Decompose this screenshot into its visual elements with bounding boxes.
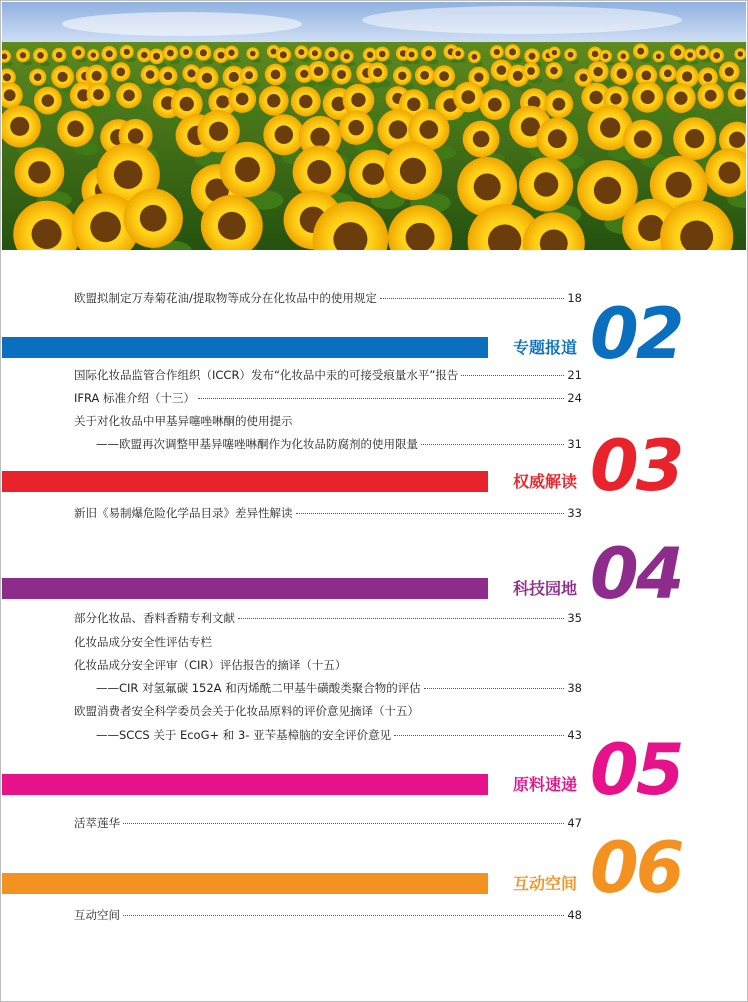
section-number-02: 02 [590,293,682,375]
toc-entry-title: 部分化妆品、香料香精专利文献 [74,611,235,625]
section-number-04: 04 [590,533,682,615]
toc-entry[interactable] [96,436,582,452]
section-band-02 [2,337,488,358]
sunflower-field-photo [2,2,746,250]
section-band-05 [2,774,488,795]
toc-entry-page: 35 [567,611,582,625]
toc-entry-heading[interactable]: 关于对化妆品中甲基异噻唑啉酮的使用提示 [74,414,293,428]
toc-entry[interactable] [96,727,582,743]
toc-entry-page: 48 [567,908,582,922]
dot-leader [123,823,564,824]
dot-leader [198,398,564,399]
toc-entry-page: 24 [567,391,582,405]
toc-entry-title: 国际化妆品监管合作组织（ICCR）发布“化妆品中汞的可接受痕量水平”报告 [74,368,459,382]
toc-entry-title: 新旧《易制爆危险化学品目录》差异性解读 [74,506,293,520]
toc-entry-title: ——欧盟再次调整甲基异噻唑啉酮作为化妆品防腐剂的使用限量 [96,437,418,451]
toc-entry[interactable] [74,815,582,831]
dot-leader [421,444,564,445]
toc-entry[interactable] [74,907,582,923]
toc-entry[interactable] [96,680,582,696]
section-title-06: 互动空间 [513,874,578,893]
toc-entry-heading[interactable]: 化妆品成分安全评审（CIR）评估报告的摘译（十五） [74,658,347,672]
toc-entry[interactable] [74,290,582,306]
toc-entry[interactable] [74,505,582,521]
toc-entry-heading[interactable]: 化妆品成分安全性评估专栏 [74,635,212,649]
dot-leader [296,513,565,514]
toc-entry-page: 38 [567,681,582,695]
toc-entry-page: 33 [567,506,582,520]
section-number-06: 06 [590,827,682,909]
section-band-04 [2,578,488,599]
section-title-04: 科技园地 [513,579,578,598]
section-number-05: 05 [590,729,682,811]
toc-entry[interactable] [74,610,582,626]
toc-entry-title: ——SCCS 关于 EcoG+ 和 3- 亚苄基樟脑的安全评价意见 [96,728,392,742]
toc-entry-page: 31 [567,437,582,451]
toc-entry-page: 43 [567,728,582,742]
toc-entry-heading[interactable]: 欧盟消费者安全科学委员会关于化妆品原料的评价意见摘译（十五） [74,704,419,718]
dot-leader [380,298,564,299]
dot-leader [238,618,564,619]
toc-entry-page: 21 [567,368,582,382]
section-band-03 [2,471,488,492]
toc-entry-title: ——CIR 对氢氟碳 152A 和丙烯酰二甲基牛磺酸类聚合物的评估 [96,681,421,695]
section-number-03: 03 [590,425,682,507]
section-title-03: 权威解读 [513,472,578,491]
toc-entry-page: 47 [567,816,582,830]
toc-entry[interactable] [74,367,582,383]
toc-entry[interactable] [74,390,582,406]
dot-leader [424,688,565,689]
section-title-02: 专题报道 [513,338,578,357]
dot-leader [461,375,564,376]
section-title-05: 原料速递 [513,775,578,794]
toc-entry-title: IFRA 标准介绍（十三） [74,391,196,405]
toc-entry-title: 活萃莲华 [74,816,120,830]
section-band-06 [2,873,488,894]
toc-entry-title: 互动空间 [74,908,120,922]
dot-leader [394,735,564,736]
toc-entry-page: 18 [567,291,582,305]
toc-entry-title: 欧盟拟制定万寿菊花油/提取物等成分在化妆品中的使用规定 [74,291,377,305]
dot-leader [123,915,564,916]
